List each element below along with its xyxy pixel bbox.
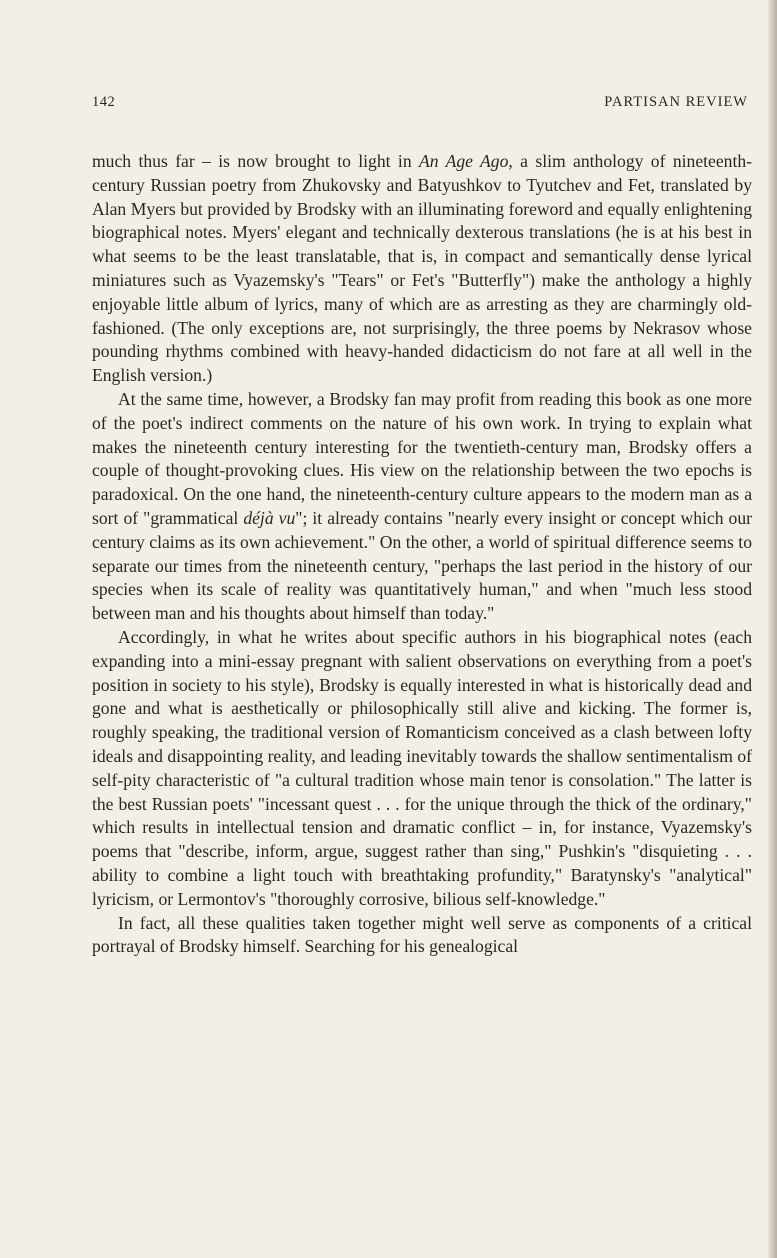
text-run: much thus far – is now brought to light in: [92, 151, 419, 171]
text-run: , a slim anthology of nineteenth-century Russian poetry from Zhukovsky and Batyushkov to Tyutchev and Fet, translated by Alan Myers but provided by Brodsky with an illuminating foreword and equally enlightening biographical notes. Myers' elegant and technically dexterous translations (he is at his best in what seems to be the least translatable, that is, in compact and semantically dense lyrical miniatures such as Vyazemsky's "Tears" or Fet's "Butterfly") make the anthology a highly enjoyable little album of lyrics, many of which are as arresting as they are charmingly old-fashioned. (The only exceptions are, not surprisingly, the three poems by Nekrasov whose pounding rhythms combined with heavy-handed didacticism do not fare at all well in the English version.): [92, 151, 752, 386]
page-number: 142: [92, 94, 116, 110]
paragraph: [92, 626, 752, 912]
italic-phrase: déjà vu: [243, 507, 296, 528]
text-run: At the same time, however, a Brodsky fan may profit from reading this book as one more of the poet's indirect comments on the nature of his own work. In trying to explain what makes the nineteenth century interesting for the twentieth-century man, Brodsky offers a couple of thought-provoking clues. His view on the relationship between the two epochs is paradoxical. On the one hand, the nineteenth-century culture appears to the modern man as a sort of "grammatical: [92, 388, 752, 528]
journal-title: PARTISAN REVIEW: [604, 94, 748, 110]
running-head: [92, 94, 748, 114]
page-edge: [768, 0, 777, 1258]
paragraph: [92, 912, 752, 960]
text-run: "; it already contains "nearly every insight or concept which our century claims as its own achievement." On the other, a world of spiritual difference seems to separate our times from the nineteenth century, "perhaps the last period in the history of our species when its scale of reality was quantitatively human," and when "much less stood between man and his thoughts about himself than today.": [92, 507, 752, 624]
paragraph: [92, 388, 752, 626]
text-run: Accordingly, in what he writes about specific authors in his biographical notes (each expanding into a mini-essay pregnant with salient observations on everything from a poet's position in society to his style), Brodsky is equally interested in what is historically dead and gone and what is aesthetically or philosophically still alive and kicking. The former is, roughly speaking, the traditional version of Romanticism conceived as a clash between lofty ideals and disappointing reality, and leading inevitably towards the shallow sentimentalism of self-pity characteristic of "a cultural tradition whose main tenor is consolation." The latter is the best Russian poets' "incessant quest . . . for the unique through the thick of the ordinary," which results in intellectual tension and dramatic conflict – in, for instance, Vyazemsky's poems that "describe, inform, argue, suggest rather than sing," Pushkin's "disquieting . . . ability to combine a light touch with breathtaking profundity," Baratynsky's "analytical" lyricism, or Lermontov's "thoroughly corrosive, bilious self-knowledge.": [92, 626, 752, 909]
book-title-italic: An Age Ago: [419, 151, 509, 171]
text-run: In fact, all these qualities taken together might well serve as components of a critical portrayal of Brodsky himself. Searching for his genealogical: [92, 912, 752, 957]
paragraph: [92, 150, 752, 388]
article-body: [92, 150, 752, 959]
